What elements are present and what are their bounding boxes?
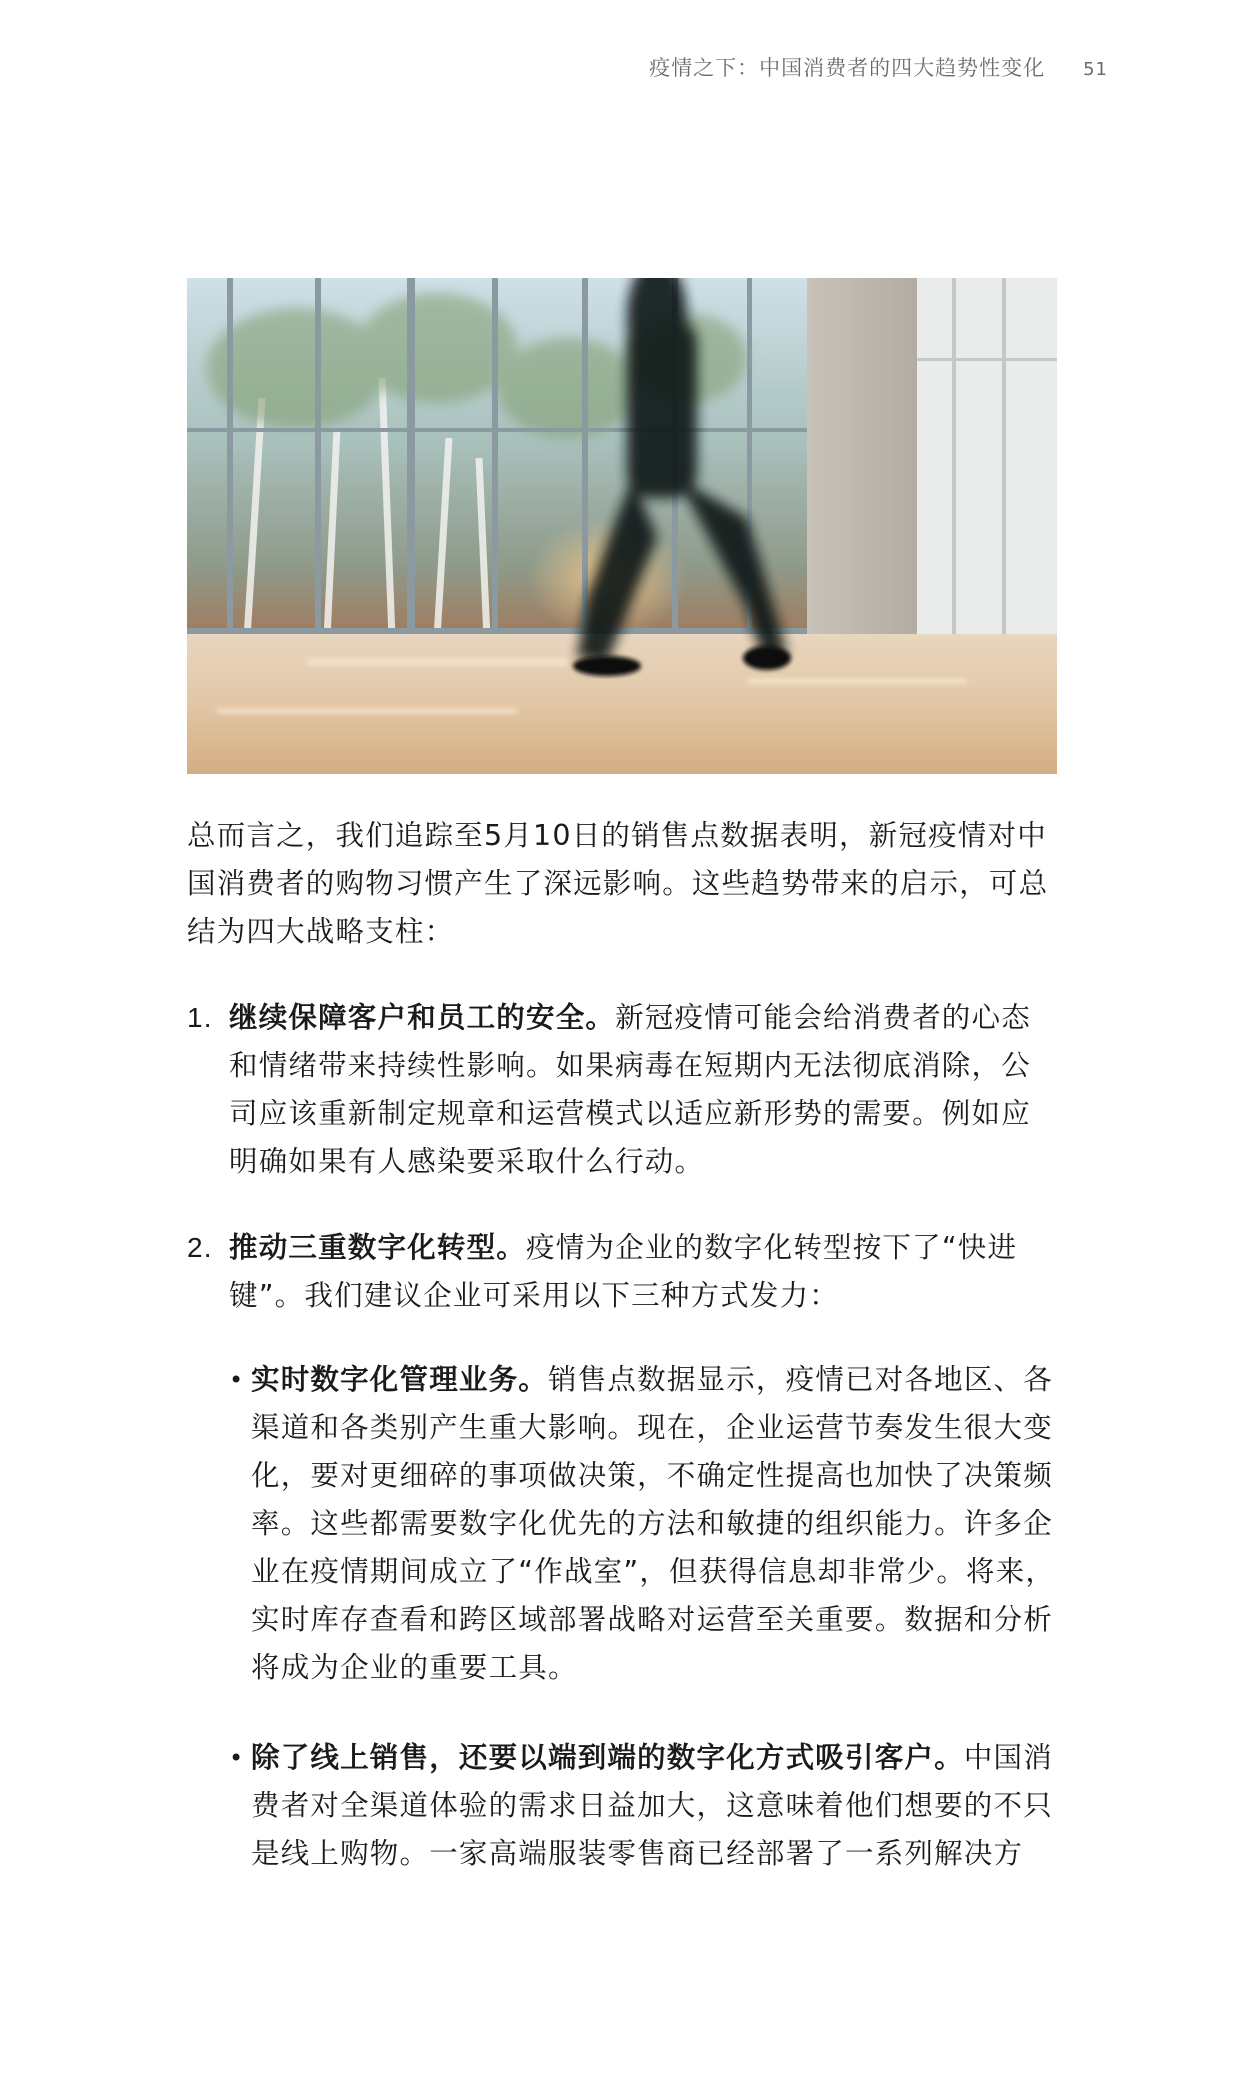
numbered-item-1: [187, 994, 1057, 1186]
item-text: 新冠疫情可能会给消费者的心态和情绪带来持续性影响。如果病毒在短期内无法彻底消除，公司应该重新制定规章和运营模式以适应新形势的需要。例如应明确如果有人感染要采取什么行动。: [229, 1001, 1031, 1178]
bullet-item: [229, 1356, 1057, 1692]
bullet-text: 销售点数据显示，疫情已对各地区、各渠道和各类别产生重大影响。现在，企业运营节奏发生很大变化，要对更细碎的事项做决策，不确定性提高也加快了决策频率。这些都需要数字化优先的方法和敏捷的组织能力。许多企业在疫情期间成立了“作战室”，但获得信息却非常少。将来，实时库存查看和跨区域部署战略对运营至关重要。数据和分析将成为企业的重要工具。: [251, 1363, 1056, 1684]
bullet-paragraph: [251, 1734, 1057, 1878]
item-text: 疫情为企业的数字化转型按下了“快进键”。我们建议企业可采用以下三种方式发力：: [229, 1231, 1018, 1312]
bullet-marker: •: [229, 1744, 245, 1772]
intro-paragraph: 总而言之，我们追踪至5月10日的销售点数据表明，新冠疫情对中国消费者的购物习惯产生了深远影响。这些趋势带来的启示，可总结为四大战略支柱：: [187, 819, 1049, 948]
header-title: 疫情之下：中国消费者的四大趋势性变化: [649, 56, 1046, 80]
page-number: 51: [1083, 59, 1108, 80]
bullet-heading: 实时数字化管理业务。: [251, 1363, 549, 1396]
bullet-heading: 除了线上销售，还要以端到端的数字化方式吸引客户。: [251, 1741, 964, 1774]
numbered-item-2: [187, 1224, 1057, 1320]
item-paragraph: [229, 994, 1057, 1186]
lobby-photo: [187, 278, 1057, 774]
item-number: 2.: [187, 1232, 213, 1263]
item-paragraph: [229, 1224, 1057, 1320]
body-text: [187, 812, 1057, 1920]
item-heading: 继续保障客户和员工的安全。: [229, 1001, 616, 1034]
bullet-marker: •: [229, 1366, 245, 1394]
bullet-item: [229, 1734, 1057, 1878]
item-number: 1.: [187, 1002, 213, 1033]
item-heading: 推动三重数字化转型。: [229, 1231, 527, 1264]
bullet-paragraph: [251, 1356, 1057, 1692]
running-header: [649, 52, 1108, 82]
bullet-text: 中国消费者对全渠道体验的需求日益加大，这意味着他们想要的不只是线上购物。一家高端服装零售商已经部署了一系列解决方: [251, 1741, 1053, 1870]
bullet-list: [187, 1356, 1057, 1878]
photo-illustration: [187, 278, 1057, 774]
